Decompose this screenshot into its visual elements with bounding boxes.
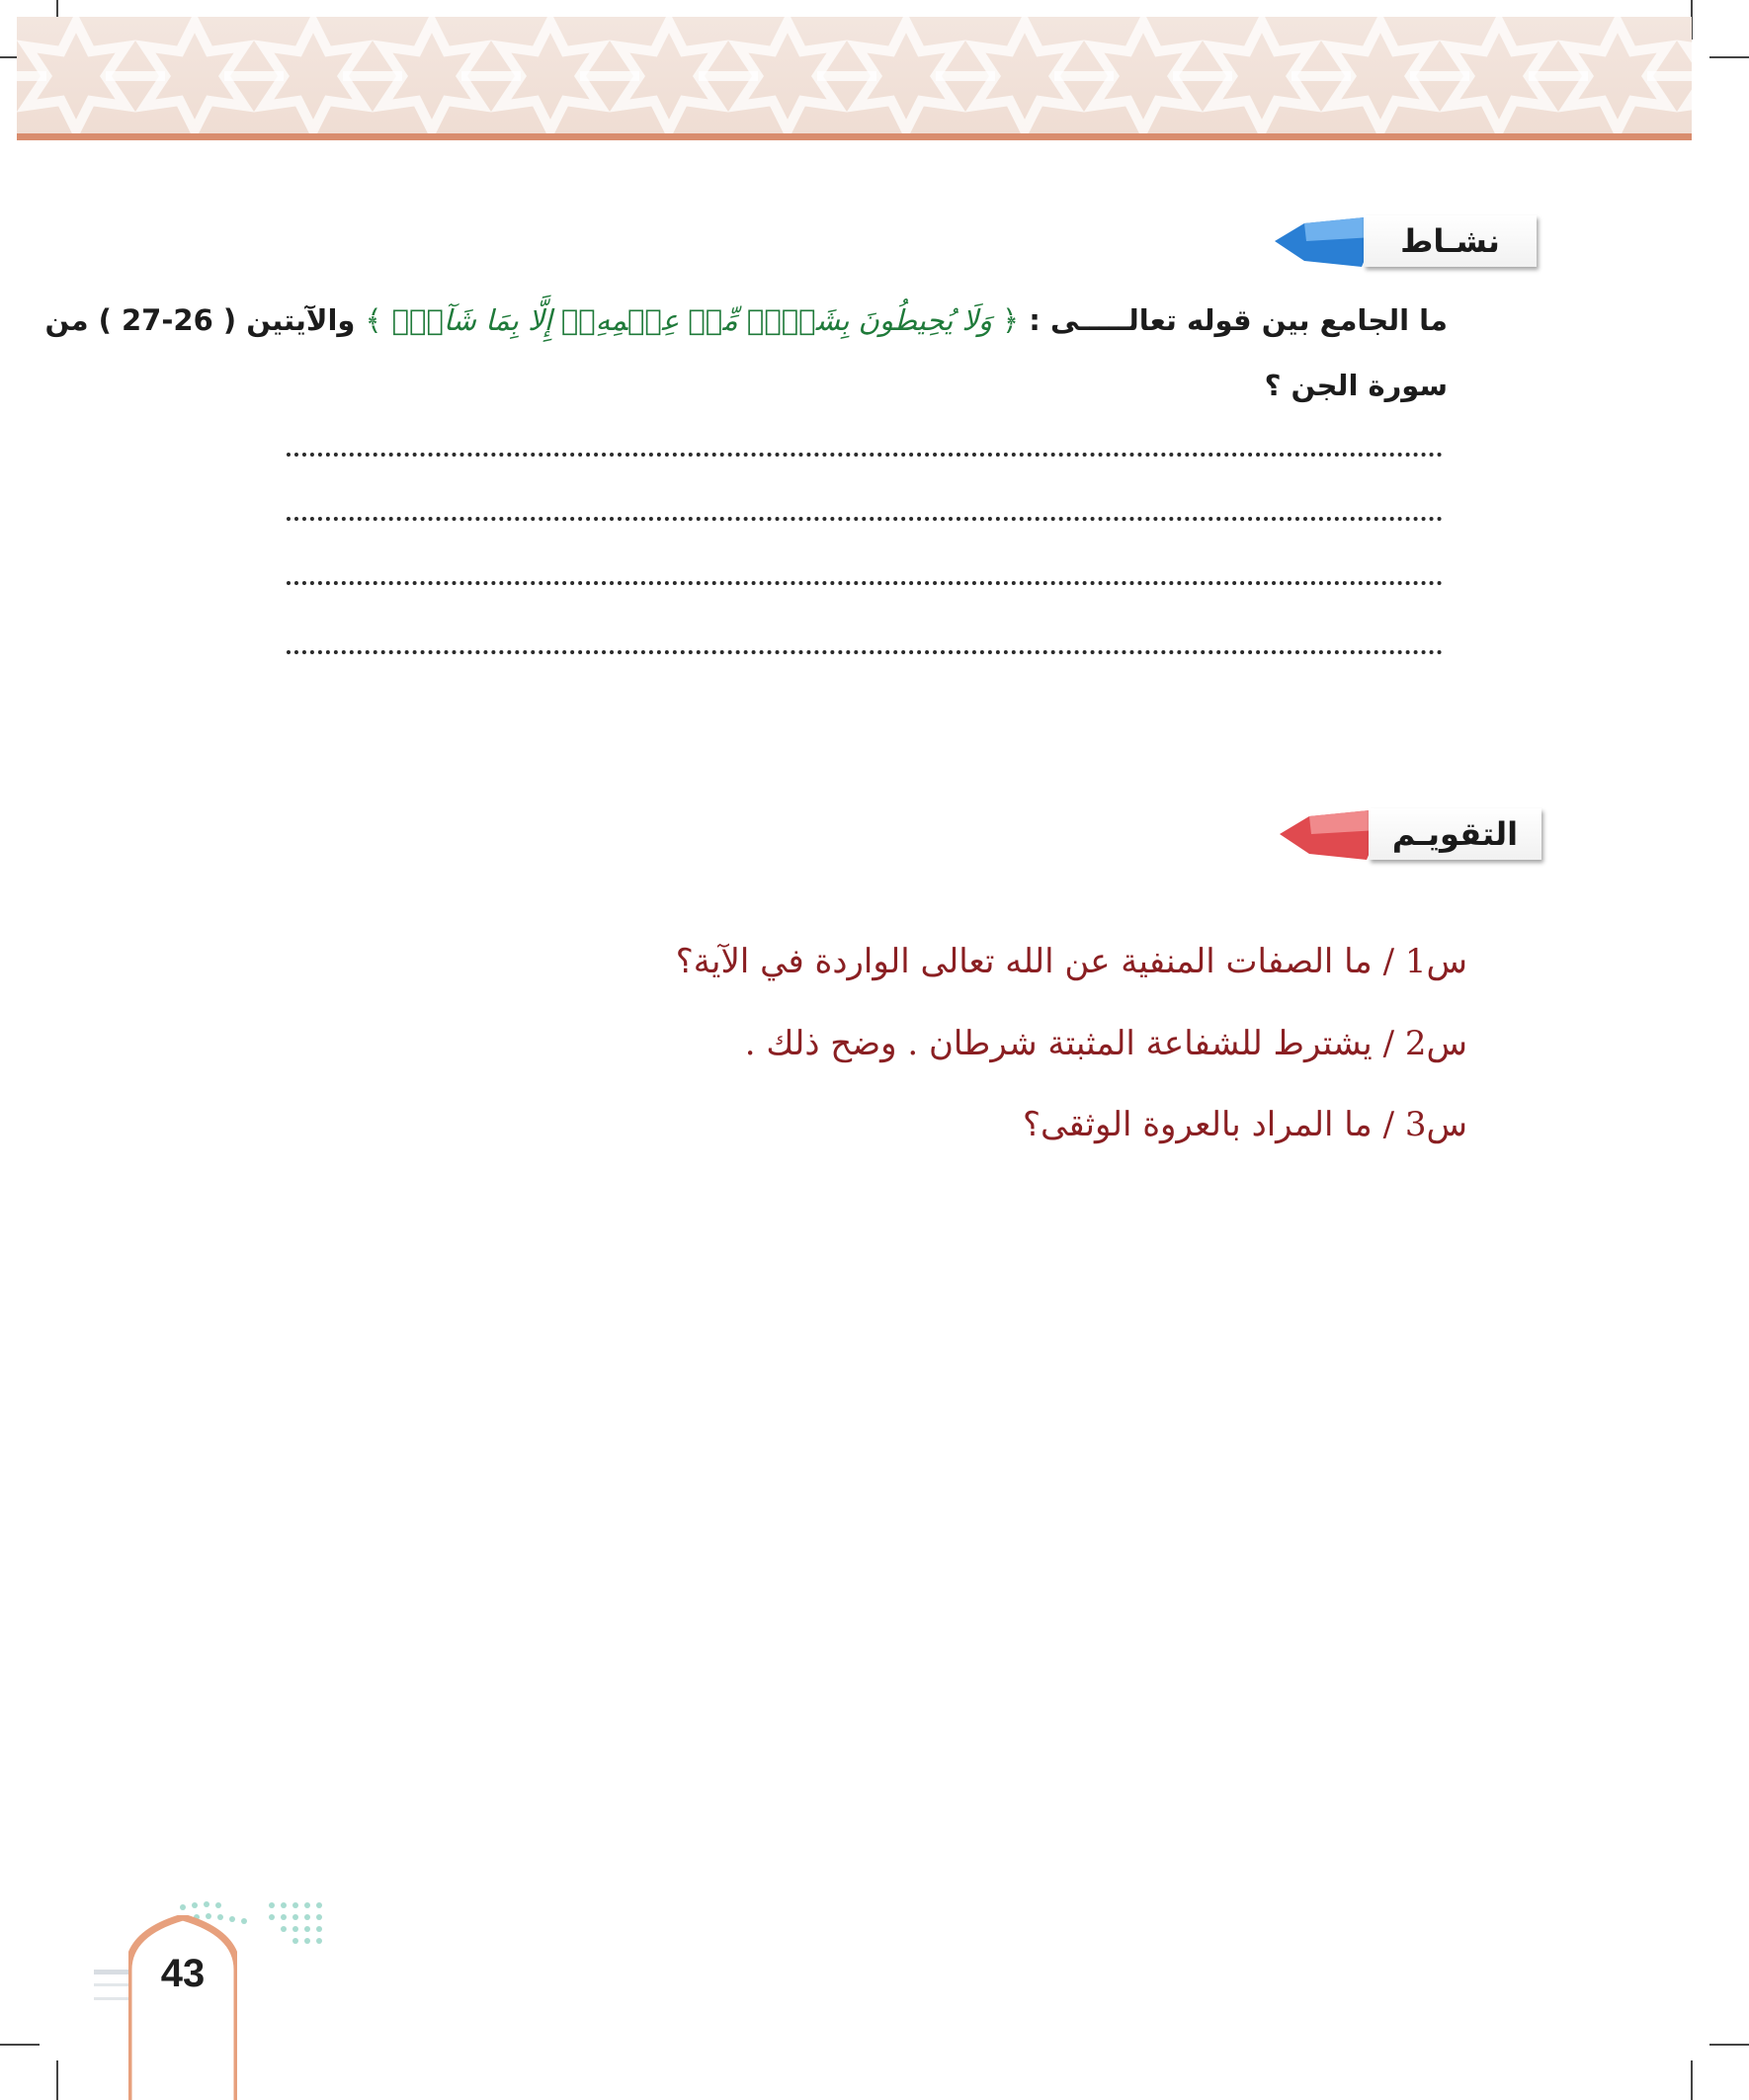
quran-verse: وَلَا يُحِيطُونَ بِشَيۡءٖ مِّنۡ عِلۡمِهِۦٓ إِلَّا بِمَا شَآءَۚ	[391, 303, 993, 337]
question-text: ما الصفات المنفية عن الله تعالى الواردة في الآية؟	[675, 942, 1373, 981]
evaluation-question-2	[745, 1022, 1467, 1065]
activity-question-line2: سورة الجن ؟	[1264, 369, 1448, 402]
question-number: س1 /	[1382, 942, 1467, 981]
verse-close-brace: ﴾	[365, 303, 382, 337]
page-number-badge	[128, 1915, 237, 2100]
page-number: 43	[160, 1952, 206, 1995]
verse-open-brace: ﴿	[1002, 303, 1020, 337]
question-number: س2 /	[1382, 1024, 1467, 1063]
answer-line[interactable]	[287, 581, 1443, 585]
activity-section-tab	[1275, 215, 1537, 271]
geometric-pattern	[17, 17, 1692, 135]
question-text: يشترط للشفاعة المثبتة شرطان . وضح ذلك .	[744, 1024, 1373, 1063]
crop-mark	[1709, 2044, 1749, 2046]
activity-prefix: ما الجامع بين قوله تعالـــــى :	[1029, 303, 1448, 337]
question-number: س3 /	[1382, 1105, 1467, 1144]
header-rule	[17, 133, 1692, 140]
answer-line[interactable]	[287, 517, 1443, 521]
answer-line[interactable]	[287, 453, 1443, 457]
answer-line[interactable]	[287, 650, 1443, 654]
evaluation-question-3	[1023, 1103, 1467, 1146]
crop-mark	[1709, 56, 1749, 58]
evaluation-title: التقويـم	[1369, 808, 1541, 860]
activity-suffix: والآيتين ( 26-27 ) من	[44, 303, 356, 337]
activity-title: نشـاط	[1364, 215, 1537, 267]
header-pattern-band	[17, 17, 1692, 135]
crop-mark	[1691, 2060, 1693, 2100]
question-text: ما المراد بالعروة الوثقى؟	[1022, 1105, 1373, 1144]
activity-question-line1	[44, 296, 1448, 344]
crop-mark	[0, 2044, 40, 2046]
crop-mark	[56, 2060, 58, 2100]
evaluation-section-tab	[1280, 808, 1541, 864]
evaluation-question-1	[676, 940, 1467, 983]
